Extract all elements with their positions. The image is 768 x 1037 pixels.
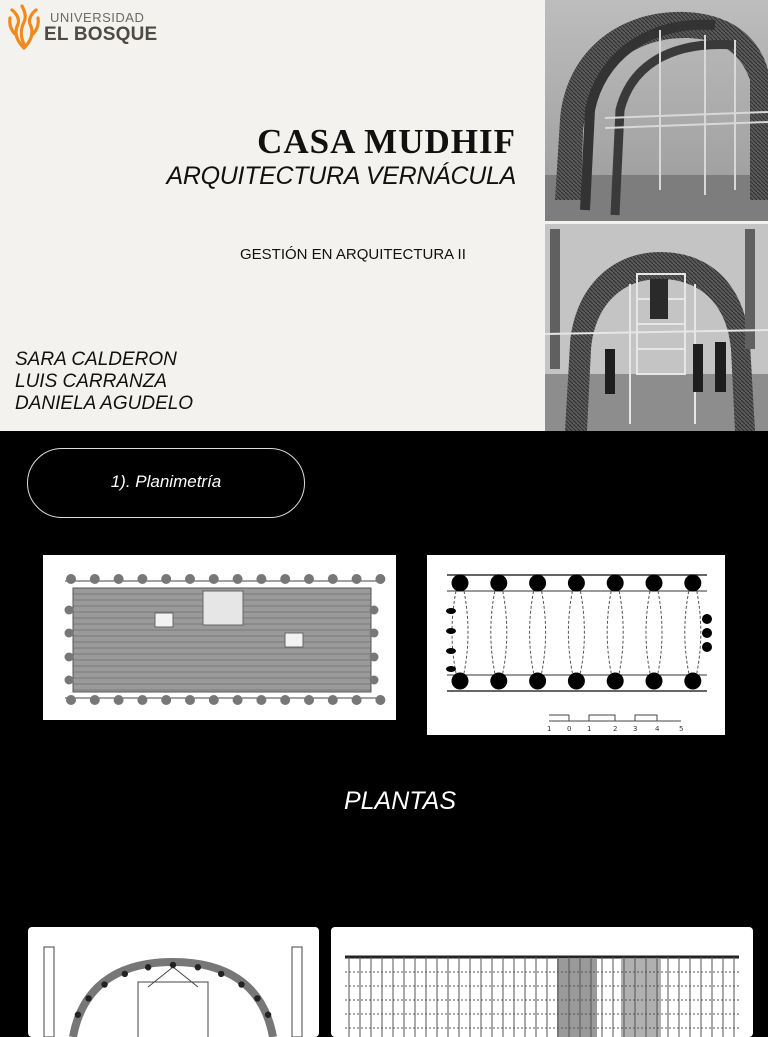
floor-plan-drawing <box>43 555 396 720</box>
mudhif-arch-photo <box>545 224 768 431</box>
scale-bar <box>549 715 681 721</box>
author-name: DANIELA AGUDELO <box>15 393 194 414</box>
author-list <box>15 349 193 415</box>
section-label-pill <box>27 448 305 518</box>
scale-tick-label: 3 <box>633 725 638 733</box>
cover-slide <box>0 0 768 431</box>
section-label: 1). Planimetría <box>110 472 222 491</box>
scale-tick-label: 1 <box>547 725 552 733</box>
longitudinal-section-drawing <box>331 927 753 1037</box>
university-flame-icon <box>6 4 42 50</box>
section-heading: PLANTAS <box>343 787 457 815</box>
course-name: GESTIÓN EN ARQUITECTURA II <box>240 246 466 263</box>
page-title: CASA MUDHIF <box>257 122 516 161</box>
logo-name-text: EL BOSQUE <box>44 24 158 45</box>
scale-tick-label: 0 <box>567 725 572 733</box>
structural-plan-drawing <box>427 555 725 735</box>
scale-tick-label: 4 <box>655 725 660 733</box>
mudhif-construction-photo <box>545 0 768 221</box>
page-subtitle: ARQUITECTURA VERNÁCULA <box>166 162 516 190</box>
author-name: LUIS CARRANZA <box>15 371 168 392</box>
logo-university-text: UNIVERSIDAD <box>50 10 145 25</box>
university-logo <box>6 4 166 50</box>
author-name: SARA CALDERON <box>15 349 177 370</box>
scale-tick-label: 2 <box>613 725 618 733</box>
elevation-drawing <box>28 927 319 1037</box>
scale-tick-label: 1 <box>587 725 592 733</box>
scale-tick-label: 5 <box>679 725 684 733</box>
